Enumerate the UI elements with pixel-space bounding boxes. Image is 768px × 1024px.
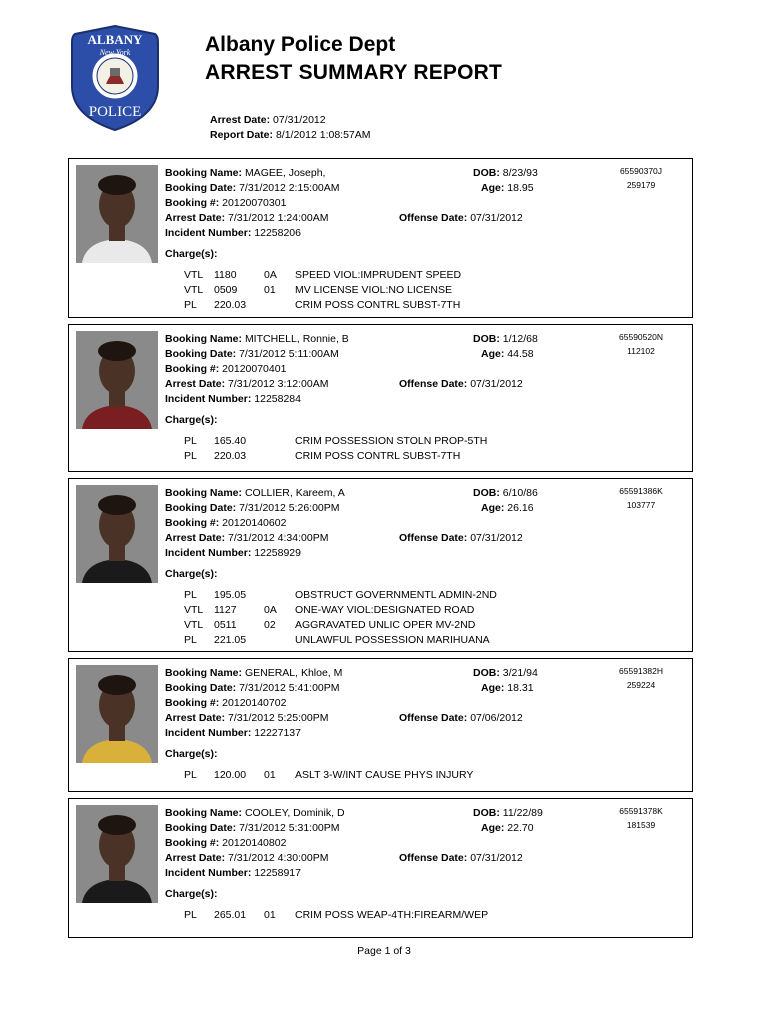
dob [473, 487, 538, 499]
booking-number-value: 20120140802 [222, 837, 287, 849]
booking-number [165, 517, 286, 529]
offense-date [399, 212, 523, 224]
booking-name [165, 333, 349, 345]
booking-number [165, 837, 286, 849]
charges-heading [165, 568, 218, 580]
incident-number-label: Incident Number: [165, 727, 252, 739]
booking-name-value: COOLEY, Dominik, D [244, 807, 345, 819]
age-value: 18.95 [507, 182, 534, 194]
record-arrest-date-value: 7/31/2012 4:34:00PM [228, 532, 329, 544]
charge-description: CRIM POSS WEAP-4TH:FIREARM/WEP [295, 909, 489, 921]
incident-number [165, 867, 301, 879]
offense-date-value: 07/31/2012 [470, 212, 523, 224]
dob-value: 11/22/89 [502, 807, 543, 819]
charges-heading [165, 748, 218, 760]
charges-heading [165, 248, 218, 260]
age-value: 22.70 [507, 822, 534, 834]
charge-description: CRIM POSS CONTRL SUBST-7TH [295, 299, 461, 311]
charge-description: ASLT 3-W/INT CAUSE PHYS INJURY [295, 769, 474, 781]
charge-section: 0511 [214, 619, 237, 631]
charge-description: MV LICENSE VIOL:NO LICENSE [295, 284, 452, 296]
offense-date-value: 07/31/2012 [470, 532, 523, 544]
charges-label: Charge(s): [165, 568, 218, 580]
age [481, 682, 534, 694]
report-date-line [210, 129, 371, 141]
charge-description: AGGRAVATED UNLIC OPER MV-2ND [295, 619, 476, 631]
charge-description: UNLAWFUL POSSESSION MARIHUANA [295, 634, 490, 646]
offense-date [399, 852, 523, 864]
incident-number-value: 12258206 [254, 227, 301, 239]
booking-date-value: 7/31/2012 5:31:00PM [239, 822, 340, 834]
booking-date-label: Booking Date: [165, 502, 237, 514]
dob [473, 667, 538, 679]
offense-date [399, 712, 523, 724]
arrest-date-label: Arrest Date: [210, 114, 271, 126]
charge-description: OBSTRUCT GOVERNMENTL ADMIN-2ND [295, 589, 497, 601]
incident-number-label: Incident Number: [165, 547, 252, 559]
age-label: Age: [481, 682, 505, 694]
charge-description: CRIM POSS CONTRL SUBST-7TH [295, 450, 461, 462]
charge-section: 220.03 [214, 450, 247, 462]
booking-name-label: Booking Name: [165, 667, 243, 679]
department-name: Albany Police Dept [205, 33, 396, 56]
record-arrest-date-value: 7/31/2012 4:30:00PM [228, 852, 329, 864]
incident-number-label: Incident Number: [165, 393, 252, 405]
booking-date-label: Booking Date: [165, 182, 237, 194]
charges-label: Charge(s): [165, 414, 218, 426]
offense-date-value: 07/31/2012 [470, 852, 523, 864]
record-code-primary: 65591382H [619, 666, 663, 676]
record-arrest-date [165, 532, 328, 544]
booking-number [165, 697, 286, 709]
charge-description: CRIM POSSESSION STOLN PROP-5TH [295, 435, 488, 447]
incident-number-value: 12258917 [254, 867, 301, 879]
booking-date-label: Booking Date: [165, 348, 237, 360]
booking-name [165, 807, 345, 819]
booking-date [165, 682, 340, 694]
charge-subsection: 0A [264, 269, 277, 281]
charge-section: 0509 [214, 284, 238, 296]
dob-value: 6/10/86 [502, 487, 538, 499]
record-code-primary: 65591378K [619, 806, 663, 816]
charge-law: PL [184, 909, 197, 921]
charge-section: 265.01 [214, 909, 247, 921]
dob [473, 807, 543, 819]
booking-name-value: MITCHELL, Ronnie, B [244, 333, 349, 345]
incident-number-label: Incident Number: [165, 867, 252, 879]
booking-date-value: 7/31/2012 2:15:00AM [239, 182, 340, 194]
age [481, 348, 534, 360]
age-value: 18.31 [507, 682, 534, 694]
arrest-record [68, 158, 693, 318]
record-arrest-date [165, 378, 328, 390]
booking-name-value: COLLIER, Kareem, A [244, 487, 345, 499]
age [481, 822, 534, 834]
charges-label: Charge(s): [165, 748, 218, 760]
police-badge-logo [70, 24, 160, 132]
charge-law: VTL [184, 269, 204, 281]
record-arrest-date-label: Arrest Date: [165, 712, 226, 724]
dob-value: 1/12/68 [502, 333, 538, 345]
charges-heading [165, 888, 218, 900]
booking-name-value: GENERAL, Khloe, M [244, 667, 343, 679]
booking-name-label: Booking Name: [165, 333, 243, 345]
dob-label: DOB: [473, 487, 500, 499]
record-arrest-date-label: Arrest Date: [165, 212, 226, 224]
arrest-record [68, 478, 693, 652]
charge-law: PL [184, 589, 197, 601]
arrest-record [68, 798, 693, 938]
booking-number-value: 20120070401 [222, 363, 287, 375]
record-code-primary: 65590520N [619, 332, 663, 342]
charges-heading [165, 414, 218, 426]
arrest-date-value: 07/31/2012 [273, 114, 326, 126]
charge-section: 1127 [214, 604, 237, 616]
mugshot-photo [76, 331, 158, 429]
offense-date-value: 07/06/2012 [470, 712, 523, 724]
booking-date [165, 502, 340, 514]
arrest-record [68, 324, 693, 472]
charge-section: 1180 [214, 269, 237, 281]
arrest-record [68, 658, 693, 792]
svg-text:New York: New York [99, 48, 131, 57]
incident-number-value: 12258929 [254, 547, 301, 559]
dob-label: DOB: [473, 807, 500, 819]
charge-section: 120.00 [214, 769, 247, 781]
dob [473, 333, 538, 345]
charge-law: PL [184, 634, 197, 646]
age-label: Age: [481, 182, 505, 194]
booking-number-label: Booking #: [165, 363, 220, 375]
dob-label: DOB: [473, 333, 500, 345]
booking-name-value: MAGEE, Joseph, [244, 167, 326, 179]
charge-description: SPEED VIOL:IMPRUDENT SPEED [295, 269, 462, 281]
record-code-primary: 65591386K [619, 486, 663, 496]
charges-label: Charge(s): [165, 248, 218, 260]
charges-label: Charge(s): [165, 888, 218, 900]
charge-section: 165.40 [214, 435, 247, 447]
offense-date-label: Offense Date: [399, 712, 468, 724]
record-arrest-date-value: 7/31/2012 3:12:00AM [228, 378, 329, 390]
offense-date-label: Offense Date: [399, 378, 468, 390]
mugshot-photo [76, 485, 158, 583]
age-value: 26.16 [507, 502, 534, 514]
booking-number [165, 363, 286, 375]
offense-date-label: Offense Date: [399, 532, 468, 544]
record-arrest-date [165, 852, 328, 864]
offense-date-label: Offense Date: [399, 852, 468, 864]
booking-number-label: Booking #: [165, 197, 220, 209]
age-value: 44.58 [507, 348, 534, 360]
offense-date [399, 532, 523, 544]
booking-date [165, 348, 339, 360]
booking-number-label: Booking #: [165, 697, 220, 709]
charge-section: 220.03 [214, 299, 247, 311]
record-code-primary: 65590370J [619, 166, 663, 176]
booking-name [165, 487, 345, 499]
age [481, 182, 534, 194]
record-code-secondary: 103777 [626, 500, 656, 510]
record-arrest-date-label: Arrest Date: [165, 378, 226, 390]
record-code-secondary: 259179 [626, 180, 656, 190]
charge-section: 195.05 [214, 589, 247, 601]
charge-law: VTL [184, 619, 204, 631]
charge-law: VTL [184, 284, 204, 296]
booking-name [165, 167, 325, 179]
report-date-label: Report Date: [210, 129, 274, 141]
incident-number-value: 12258284 [254, 393, 301, 405]
booking-name-label: Booking Name: [165, 807, 243, 819]
charge-law: VTL [184, 604, 204, 616]
record-code-secondary: 112102 [627, 346, 655, 356]
record-code-secondary: 181539 [626, 820, 656, 830]
booking-date-value: 7/31/2012 5:41:00PM [239, 682, 340, 694]
report-date-value: 8/1/2012 1:08:57AM [275, 129, 371, 141]
charge-subsection: 02 [264, 619, 276, 631]
booking-number-value: 20120070301 [222, 197, 287, 209]
svg-text:POLICE: POLICE [88, 104, 142, 120]
charge-description: ONE-WAY VIOL:DESIGNATED ROAD [295, 604, 475, 616]
age-label: Age: [481, 822, 505, 834]
arrest-date-line [210, 114, 326, 126]
record-arrest-date-value: 7/31/2012 5:25:00PM [228, 712, 329, 724]
booking-date-label: Booking Date: [165, 822, 237, 834]
age-label: Age: [481, 502, 505, 514]
charge-subsection: 01 [264, 284, 276, 296]
mugshot-photo [76, 665, 158, 763]
offense-date-label: Offense Date: [399, 212, 468, 224]
charge-subsection: 0A [264, 604, 277, 616]
age-label: Age: [481, 348, 505, 360]
charge-law: PL [184, 769, 197, 781]
charge-law: PL [184, 450, 197, 462]
incident-number [165, 393, 301, 405]
record-arrest-date-value: 7/31/2012 1:24:00AM [228, 212, 329, 224]
record-code-secondary: 259224 [626, 680, 656, 690]
booking-date-value: 7/31/2012 5:11:00AM [239, 348, 339, 360]
report-title: ARREST SUMMARY REPORT [205, 61, 503, 84]
offense-date-value: 07/31/2012 [470, 378, 523, 390]
booking-number-label: Booking #: [165, 517, 220, 529]
charge-subsection: 01 [264, 769, 276, 781]
charge-section: 221.05 [214, 634, 247, 646]
record-arrest-date-label: Arrest Date: [165, 532, 226, 544]
charge-law: PL [184, 435, 197, 447]
dob-label: DOB: [473, 667, 500, 679]
dob-label: DOB: [473, 167, 500, 179]
charge-subsection: 01 [264, 909, 276, 921]
booking-number [165, 197, 286, 209]
record-arrest-date [165, 712, 328, 724]
booking-date-label: Booking Date: [165, 682, 237, 694]
svg-text:ALBANY: ALBANY [87, 32, 143, 47]
booking-date [165, 182, 340, 194]
dob-value: 8/23/93 [502, 167, 538, 179]
incident-number-value: 12227137 [254, 727, 301, 739]
booking-date-value: 7/31/2012 5:26:00PM [239, 502, 340, 514]
mugshot-photo [76, 165, 158, 263]
dob-value: 3/21/94 [502, 667, 538, 679]
record-arrest-date [165, 212, 328, 224]
booking-name-label: Booking Name: [165, 167, 243, 179]
mugshot-photo [76, 805, 158, 903]
record-arrest-date-label: Arrest Date: [165, 852, 226, 864]
page-number: Page 1 of 3 [357, 945, 411, 957]
incident-number [165, 727, 301, 739]
incident-number [165, 227, 301, 239]
booking-number-label: Booking #: [165, 837, 220, 849]
age [481, 502, 534, 514]
booking-date [165, 822, 340, 834]
offense-date [399, 378, 523, 390]
incident-number-label: Incident Number: [165, 227, 252, 239]
booking-number-value: 20120140602 [222, 517, 287, 529]
booking-name-label: Booking Name: [165, 487, 243, 499]
incident-number [165, 547, 301, 559]
charge-law: PL [184, 299, 197, 311]
booking-number-value: 20120140702 [222, 697, 287, 709]
booking-name [165, 667, 342, 679]
dob [473, 167, 538, 179]
